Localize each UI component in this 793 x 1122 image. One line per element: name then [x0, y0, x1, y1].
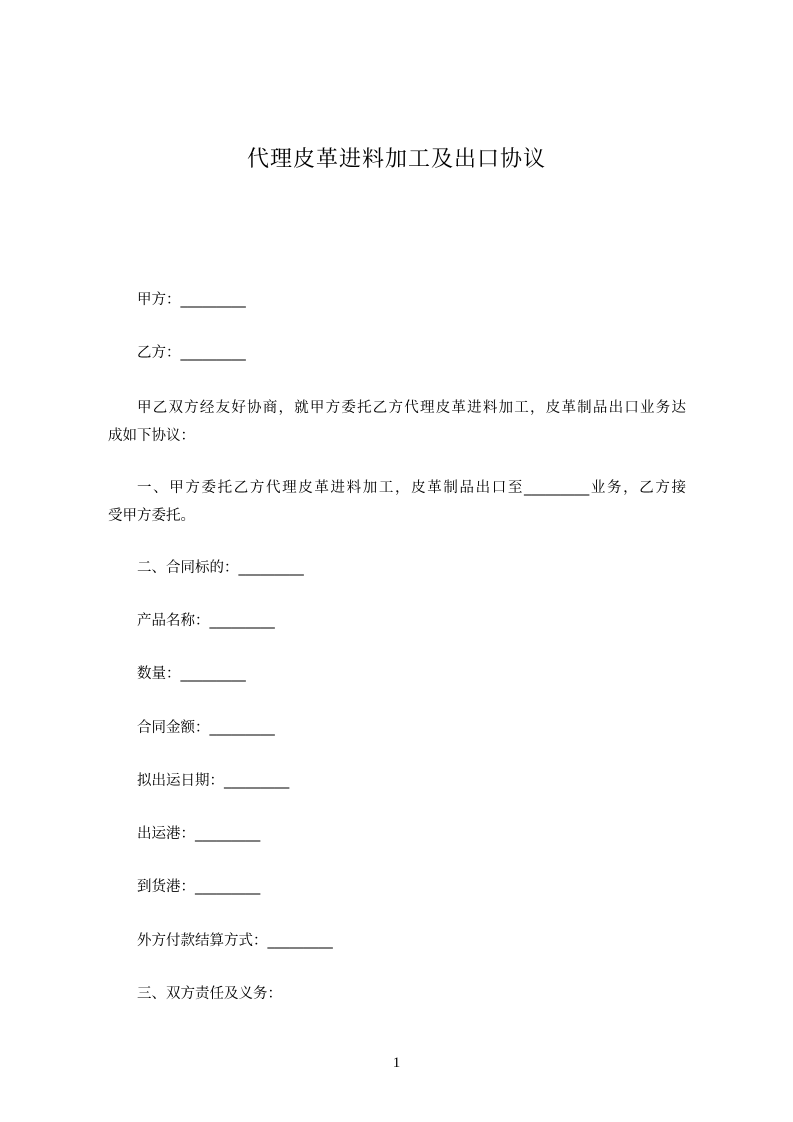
- document-title: 代理皮革进料加工及出口协议: [246, 147, 546, 172]
- field-product-name: 产品名称：_________: [137, 613, 275, 629]
- field-port-of-destination: 到货港：_________: [137, 879, 261, 895]
- party-a: 甲方：_________: [137, 292, 246, 308]
- field-quantity: 数量：_________: [137, 666, 246, 682]
- clause1-line-2: 受甲方委托。: [108, 508, 195, 524]
- field-contract-amount: 合同金额：_________: [137, 720, 275, 736]
- party-b: 乙方：_________: [137, 345, 246, 361]
- clause1-line-1: 一、甲方委托乙方代理皮革进料加工，皮革制品出口至_________业务，乙方接: [137, 480, 686, 496]
- page-number: 1: [392, 1055, 401, 1071]
- clause3-heading: 三、双方责任及义务：: [137, 986, 282, 1002]
- field-payment-method: 外方付款结算方式：_________: [137, 933, 333, 949]
- intro-line-1: 甲乙双方经友好协商，就甲方委托乙方代理皮革进料加工，皮革制品出口业务达: [137, 400, 686, 416]
- field-port-of-loading: 出运港：_________: [137, 826, 261, 842]
- intro-line-2: 成如下协议：: [108, 428, 195, 444]
- field-shipping-date: 拟出运日期：_________: [137, 773, 290, 789]
- clause2-heading: 二、合同标的：_________: [137, 560, 304, 576]
